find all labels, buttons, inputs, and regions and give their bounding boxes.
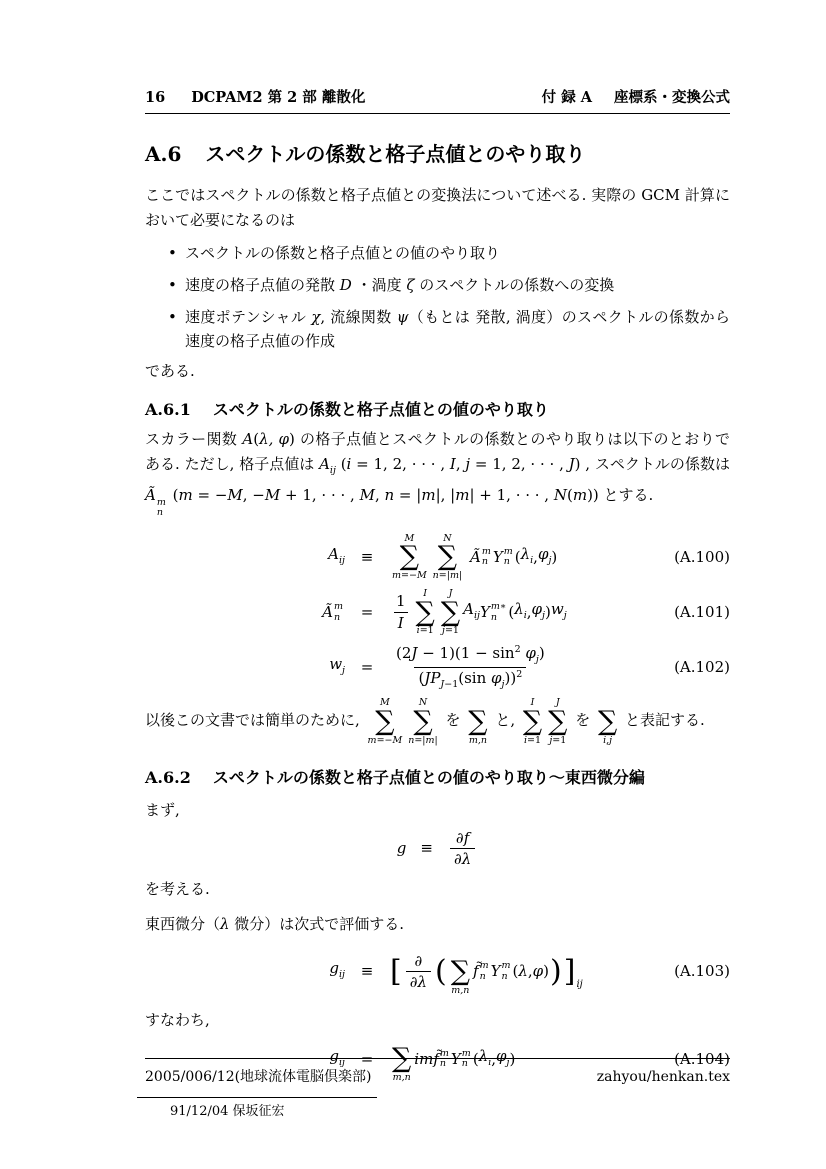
bullet-icon: • [168, 276, 177, 294]
equation-a103 [145, 943, 730, 1001]
page-content [145, 88, 730, 1120]
footer-left-text: 2005/006/12(地球流体電脳倶楽部) [145, 1069, 372, 1085]
footnote-rule [137, 1097, 377, 1098]
equation-relation: ≡ [360, 962, 374, 981]
equation-lhs: $A_{ij}$ [328, 544, 345, 566]
footer-right-text: zahyou/henkan.tex [596, 1069, 730, 1085]
equation-relation: ≡ [360, 547, 374, 566]
equation-relation: = [360, 657, 374, 676]
equation-rhs: [ $\frac{\partial}{\partial\lambda}$ ( ∑ m,n f̃ m n Y m n ( λ , φ ) ) ] ij [390, 951, 583, 996]
mazu-text: まず, [145, 800, 180, 819]
equation-block-a100-a102 [145, 533, 730, 691]
section-number: A.6 [145, 142, 182, 166]
equation-rhs: $\frac{\partial f}{\partial\lambda}$ [447, 829, 478, 870]
equation-a102 [145, 644, 730, 691]
equation-number: (A.104) [674, 1049, 730, 1068]
equation-g-definition [145, 827, 730, 871]
list-item [145, 241, 730, 265]
page-number: 16 [145, 89, 166, 106]
list-item-text: 速度ポテンシャル χ, 流線関数 ψ（もとは 発散, 渦度）のスペクトルの係数から速度の格子点値の作成 [185, 308, 730, 350]
list-item [145, 305, 730, 353]
section-title: スペクトルの係数と格子点値との値のやり取り〜東西微分編 [212, 767, 645, 787]
sunawachi-text: すなわち, [145, 1010, 210, 1029]
equation-lhs: $w_j$ [329, 654, 345, 676]
equation-relation: = [360, 1049, 374, 1068]
appendix-label: 付 録 A [541, 89, 592, 106]
equation-relation: = [360, 603, 374, 621]
list-item-text: 速度の格子点値の発散 D ・渦度 ζ のスペクトルの係数への変換 [185, 276, 615, 294]
equation-number: (A.103) [674, 962, 730, 981]
equation-number: (A.100) [674, 547, 730, 566]
running-header-right [542, 88, 730, 108]
section-number: A.6.1 [145, 400, 191, 419]
equation-a100 [145, 533, 730, 581]
footer-row [145, 1067, 730, 1087]
bullet-list [145, 241, 730, 353]
notation-sentence: 以後この文書では簡単のために, M ∑ m=−M N ∑ n=|m| を ∑ m,n と, I ∑ i=1 J ∑ j=1 を ∑ i,j と表記する. [145, 697, 705, 746]
equation-rhs: M ∑ m=−M N ∑ n=|m| Ã m n Y m n ( $\lambda_i$ , $\varphi_j$ ) [392, 532, 558, 581]
section-title: スペクトルの係数と格子点値とのやり取り [205, 142, 586, 166]
equation-a101 [145, 588, 730, 636]
equation-rhs: $\frac{1}{I}$ I ∑ i=1 J ∑ j=1 $A_{ij}$ Y m∗ n ( $\lambda_i$ , $\varphi_j$ ) $w_j$ [389, 588, 666, 636]
a61-body-paragraph: スカラー関数 A(λ, φ) の格子点値とスペクトルの係数とのやり取りは以下のとおりである. ただし, 格子点値は $A_{ij}$ (i = 1, 2, · · · , I, j = 1, 2, · · · , J) , スペクトルの係数は Ã m n (m = −M, −M + 1, · · · , M, n = |m|, |m| + 1, · · · , N(m)) とする. [145, 430, 731, 519]
running-header-right-title: 座標系・変換公式 [614, 89, 730, 106]
equation-lhs: $g_{ij}$ [329, 959, 345, 981]
equation-lhs: Ã m n [322, 601, 343, 623]
footer-rule [145, 1058, 730, 1059]
section-heading-a62 [145, 766, 730, 790]
header-rule [145, 113, 730, 114]
equation-relation: ≡ [420, 839, 433, 858]
touzai-text: 東西微分（λ 微分）は次式で評価する. [145, 914, 405, 933]
equation-lhs: g [396, 839, 407, 858]
running-header-left [145, 88, 365, 108]
intro-paragraph: ここではスペクトルの係数と格子点値との変換法について述べる. 実際の GCM 計算において必要になるのは [145, 186, 730, 229]
dearu-text: である. [145, 362, 195, 380]
equation-rhs: ∑ m,n im f̃ m n Y m n ( $\lambda_i$ , $\varphi_j$ ) [392, 1043, 516, 1083]
section-number: A.6.2 [145, 767, 191, 787]
list-item-text: スペクトルの係数と格子点値との値のやり取り [185, 244, 501, 262]
section-heading-a6 [145, 141, 730, 167]
running-header [145, 88, 730, 108]
bullet-icon: • [168, 244, 177, 262]
list-item [145, 273, 730, 297]
footnote-text: 91/12/04 保坂征宏 [170, 1104, 285, 1120]
section-heading-a61 [145, 398, 730, 422]
page-footer [145, 1058, 730, 1087]
equation-number: (A.101) [674, 603, 730, 621]
equation-lhs: $g_{ij}$ [329, 1046, 345, 1068]
equation-rhs: $\frac{(2J - 1)(1 - \sin^2 \varphi_j)}{(JP_{J-1}(\sin \varphi_j))^2}$ [396, 643, 545, 690]
kangaeru-text: を考える. [145, 879, 210, 898]
equation-number: (A.102) [674, 657, 730, 676]
bullet-icon: • [168, 308, 177, 326]
section-title: スペクトルの係数と格子点値との値のやり取り [212, 400, 549, 419]
running-header-left-title: DCPAM2 第 2 部 離散化 [191, 89, 366, 106]
